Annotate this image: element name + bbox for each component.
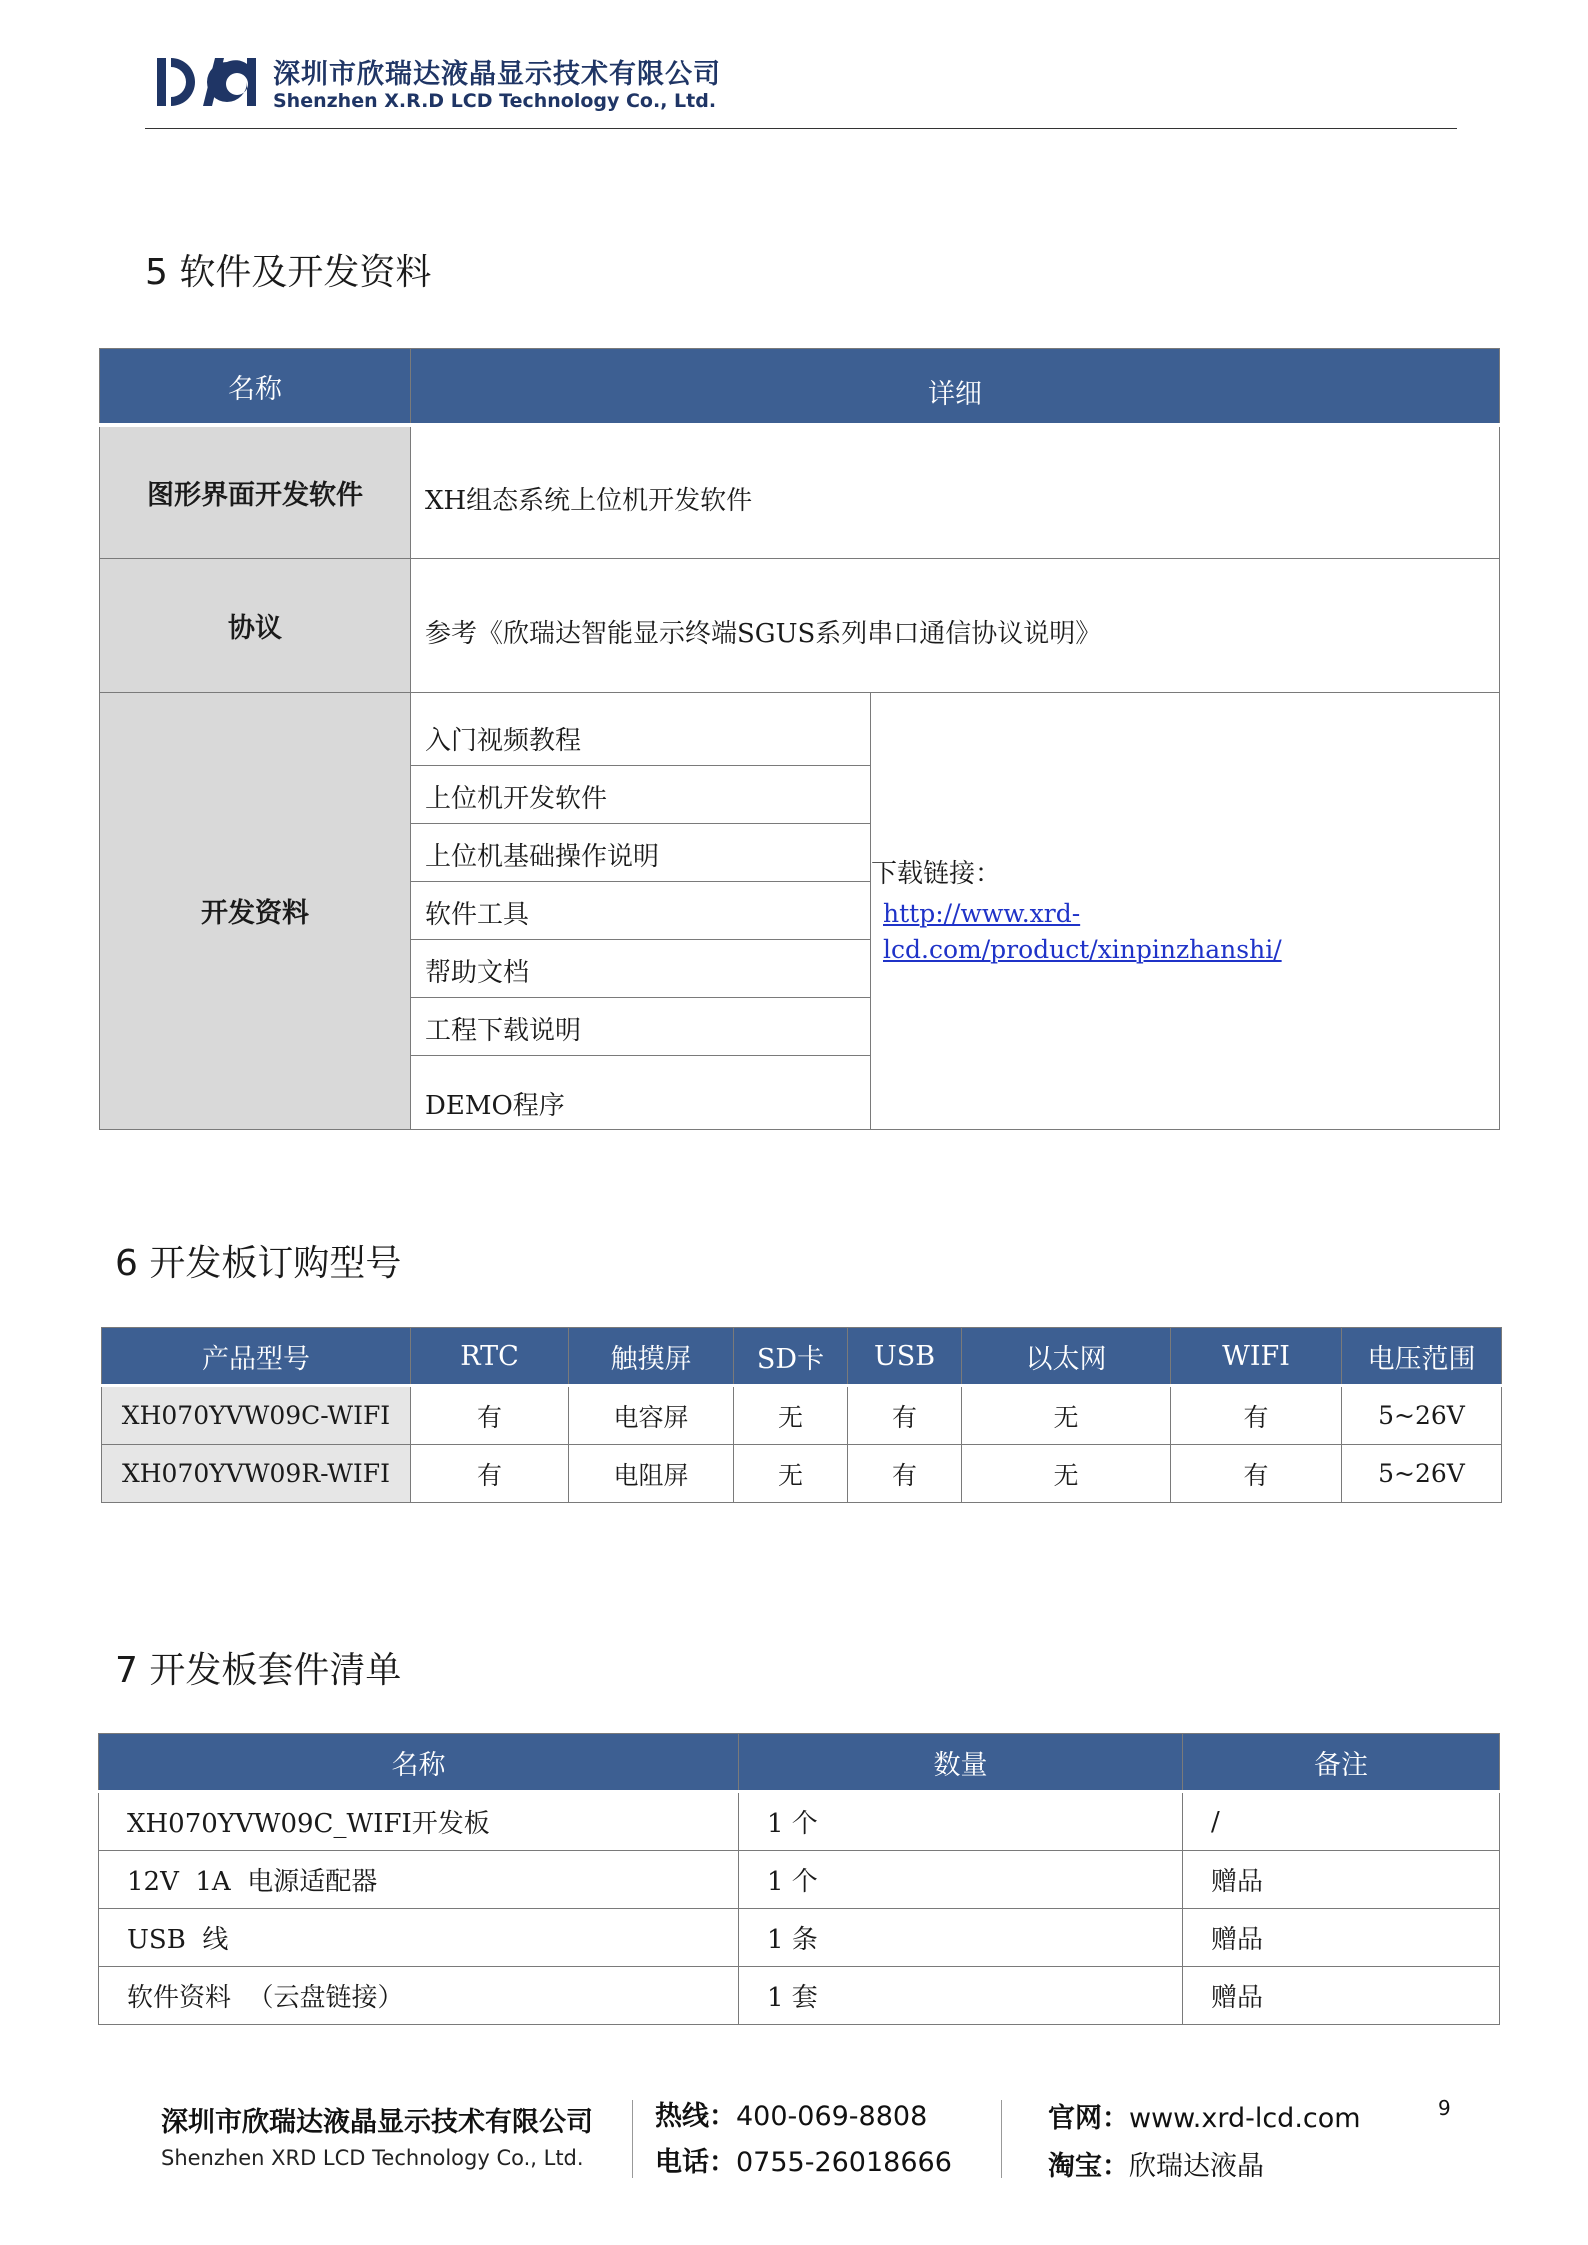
cell-touch: 电阻屏 [569, 1445, 734, 1503]
table-row [102, 1445, 1502, 1503]
page-footer [0, 2080, 1588, 2200]
cell-usb: 有 [848, 1445, 962, 1503]
website-url[interactable]: www.xrd-lcd.com [1129, 2103, 1361, 2134]
header-model: 产品型号 [102, 1328, 411, 1386]
header-remark: 备注 [1183, 1734, 1500, 1792]
dev-resources-row [100, 692, 1500, 1129]
cell-voltage: 5~26V [1342, 1445, 1502, 1503]
cell-item-name: 软件资料 （云盘链接） [99, 1967, 739, 2025]
cell-rtc: 有 [411, 1386, 569, 1445]
row-label: 开发资料 [100, 692, 411, 1129]
cell-quantity: 1 套 [739, 1967, 1183, 2025]
row-value: XH组态系统上位机开发软件 [411, 425, 1500, 558]
header-item-name: 名称 [99, 1734, 739, 1792]
cell-item-name: 12V 1A 电源适配器 [99, 1851, 739, 1909]
hotline-label: 热线： [655, 2101, 736, 2132]
header-wifi: WIFI [1171, 1328, 1342, 1386]
row-label: 图形界面开发软件 [100, 425, 411, 558]
list-item: 软件工具 [411, 882, 870, 940]
table-row [100, 425, 1500, 558]
cell-voltage: 5~26V [1342, 1386, 1502, 1445]
table-row [99, 1909, 1500, 1967]
hotline-number: 400-069-8808 [736, 2101, 928, 2132]
section7-title: 7 开发板套件清单 [115, 1650, 402, 1691]
cell-remark: 赠品 [1183, 1967, 1500, 2025]
download-link-line2[interactable]: lcd.com/product/xinpinzhanshi/ [883, 934, 1282, 964]
cell-remark: 赠品 [1183, 1909, 1500, 1967]
cell-quantity: 1 条 [739, 1909, 1183, 1967]
cell-model: XH070YVW09C-WIFI [102, 1386, 411, 1445]
list-item: 工程下载说明 [411, 998, 870, 1056]
phone-number: 0755-26018666 [736, 2147, 952, 2178]
list-item: DEMO程序 [425, 1090, 565, 1121]
footer-taobao [1048, 2144, 1264, 2183]
footer-hotline [655, 2094, 927, 2133]
col-detail-header: 详细 [411, 349, 1500, 426]
footer-website [1048, 2096, 1361, 2135]
cell-wifi: 有 [1171, 1386, 1342, 1445]
kit-list-table [98, 1733, 1500, 2025]
page-number: 9 [1438, 2096, 1451, 2120]
cell-item-name: XH070YVW09C_WIFI开发板 [99, 1792, 739, 1851]
row-value: 参考《欣瑞达智能显示终端SGUS系列串口通信协议说明》 [411, 558, 1500, 692]
order-model-table [101, 1327, 1502, 1503]
table-row [99, 1792, 1500, 1851]
cell-model: XH070YVW09R-WIFI [102, 1445, 411, 1503]
download-label: 下载链接： [871, 858, 1002, 889]
table-row [102, 1386, 1502, 1445]
table-row [99, 1851, 1500, 1909]
download-cell [871, 693, 1499, 1129]
software-table [99, 348, 1500, 1130]
footer-phone [655, 2140, 952, 2179]
col-name-header: 名称 [100, 349, 411, 426]
taobao-store: 欣瑞达液晶 [1129, 2151, 1264, 2182]
table-row [100, 558, 1500, 692]
cell-ethernet: 无 [962, 1386, 1171, 1445]
cell-quantity: 1 个 [739, 1851, 1183, 1909]
header-company-cn: 深圳市欣瑞达液晶显示技术有限公司 [273, 59, 721, 90]
section6-title: 6 开发板订购型号 [115, 1243, 402, 1284]
website-label: 官网： [1048, 2103, 1129, 2134]
header-rtc: RTC [411, 1328, 569, 1386]
header-divider [145, 128, 1457, 129]
footer-company-cn: 深圳市欣瑞达液晶显示技术有限公司 [161, 2107, 593, 2138]
phone-label: 电话： [655, 2147, 736, 2178]
header-touch: 触摸屏 [569, 1328, 734, 1386]
taobao-label: 淘宝： [1048, 2151, 1129, 2182]
header-usb: USB [848, 1328, 962, 1386]
cell-touch: 电容屏 [569, 1386, 734, 1445]
download-link-line1[interactable]: http://www.xrd- [883, 898, 1081, 928]
list-item: 上位机基础操作说明 [411, 824, 870, 882]
cell-remark: 赠品 [1183, 1851, 1500, 1909]
footer-divider [1001, 2100, 1002, 2178]
header-ethernet: 以太网 [962, 1328, 1171, 1386]
xrd-logo-icon [155, 52, 265, 112]
cell-remark: / [1183, 1792, 1500, 1851]
cell-rtc: 有 [411, 1445, 569, 1503]
table-row [99, 1967, 1500, 2025]
page-header [155, 52, 1455, 122]
header-quantity: 数量 [739, 1734, 1183, 1792]
header-voltage: 电压范围 [1342, 1328, 1502, 1386]
cell-sd: 无 [734, 1386, 848, 1445]
cell-wifi: 有 [1171, 1445, 1342, 1503]
list-item: 帮助文档 [411, 940, 870, 998]
row-label: 协议 [100, 558, 411, 692]
cell-item-name: USB 线 [99, 1909, 739, 1967]
cell-quantity: 1 个 [739, 1792, 1183, 1851]
footer-company-en: Shenzhen XRD LCD Technology Co., Ltd. [161, 2146, 584, 2170]
cell-ethernet: 无 [962, 1445, 1171, 1503]
cell-usb: 有 [848, 1386, 962, 1445]
list-item: 上位机开发软件 [411, 766, 870, 824]
dev-items-list [411, 693, 871, 1129]
footer-divider [632, 2100, 633, 2178]
header-sd: SD卡 [734, 1328, 848, 1386]
header-company-en: Shenzhen X.R.D LCD Technology Co., Ltd. [273, 90, 717, 112]
section5-title: 5 软件及开发资料 [145, 252, 432, 293]
cell-sd: 无 [734, 1445, 848, 1503]
list-item: 入门视频教程 [411, 693, 870, 766]
